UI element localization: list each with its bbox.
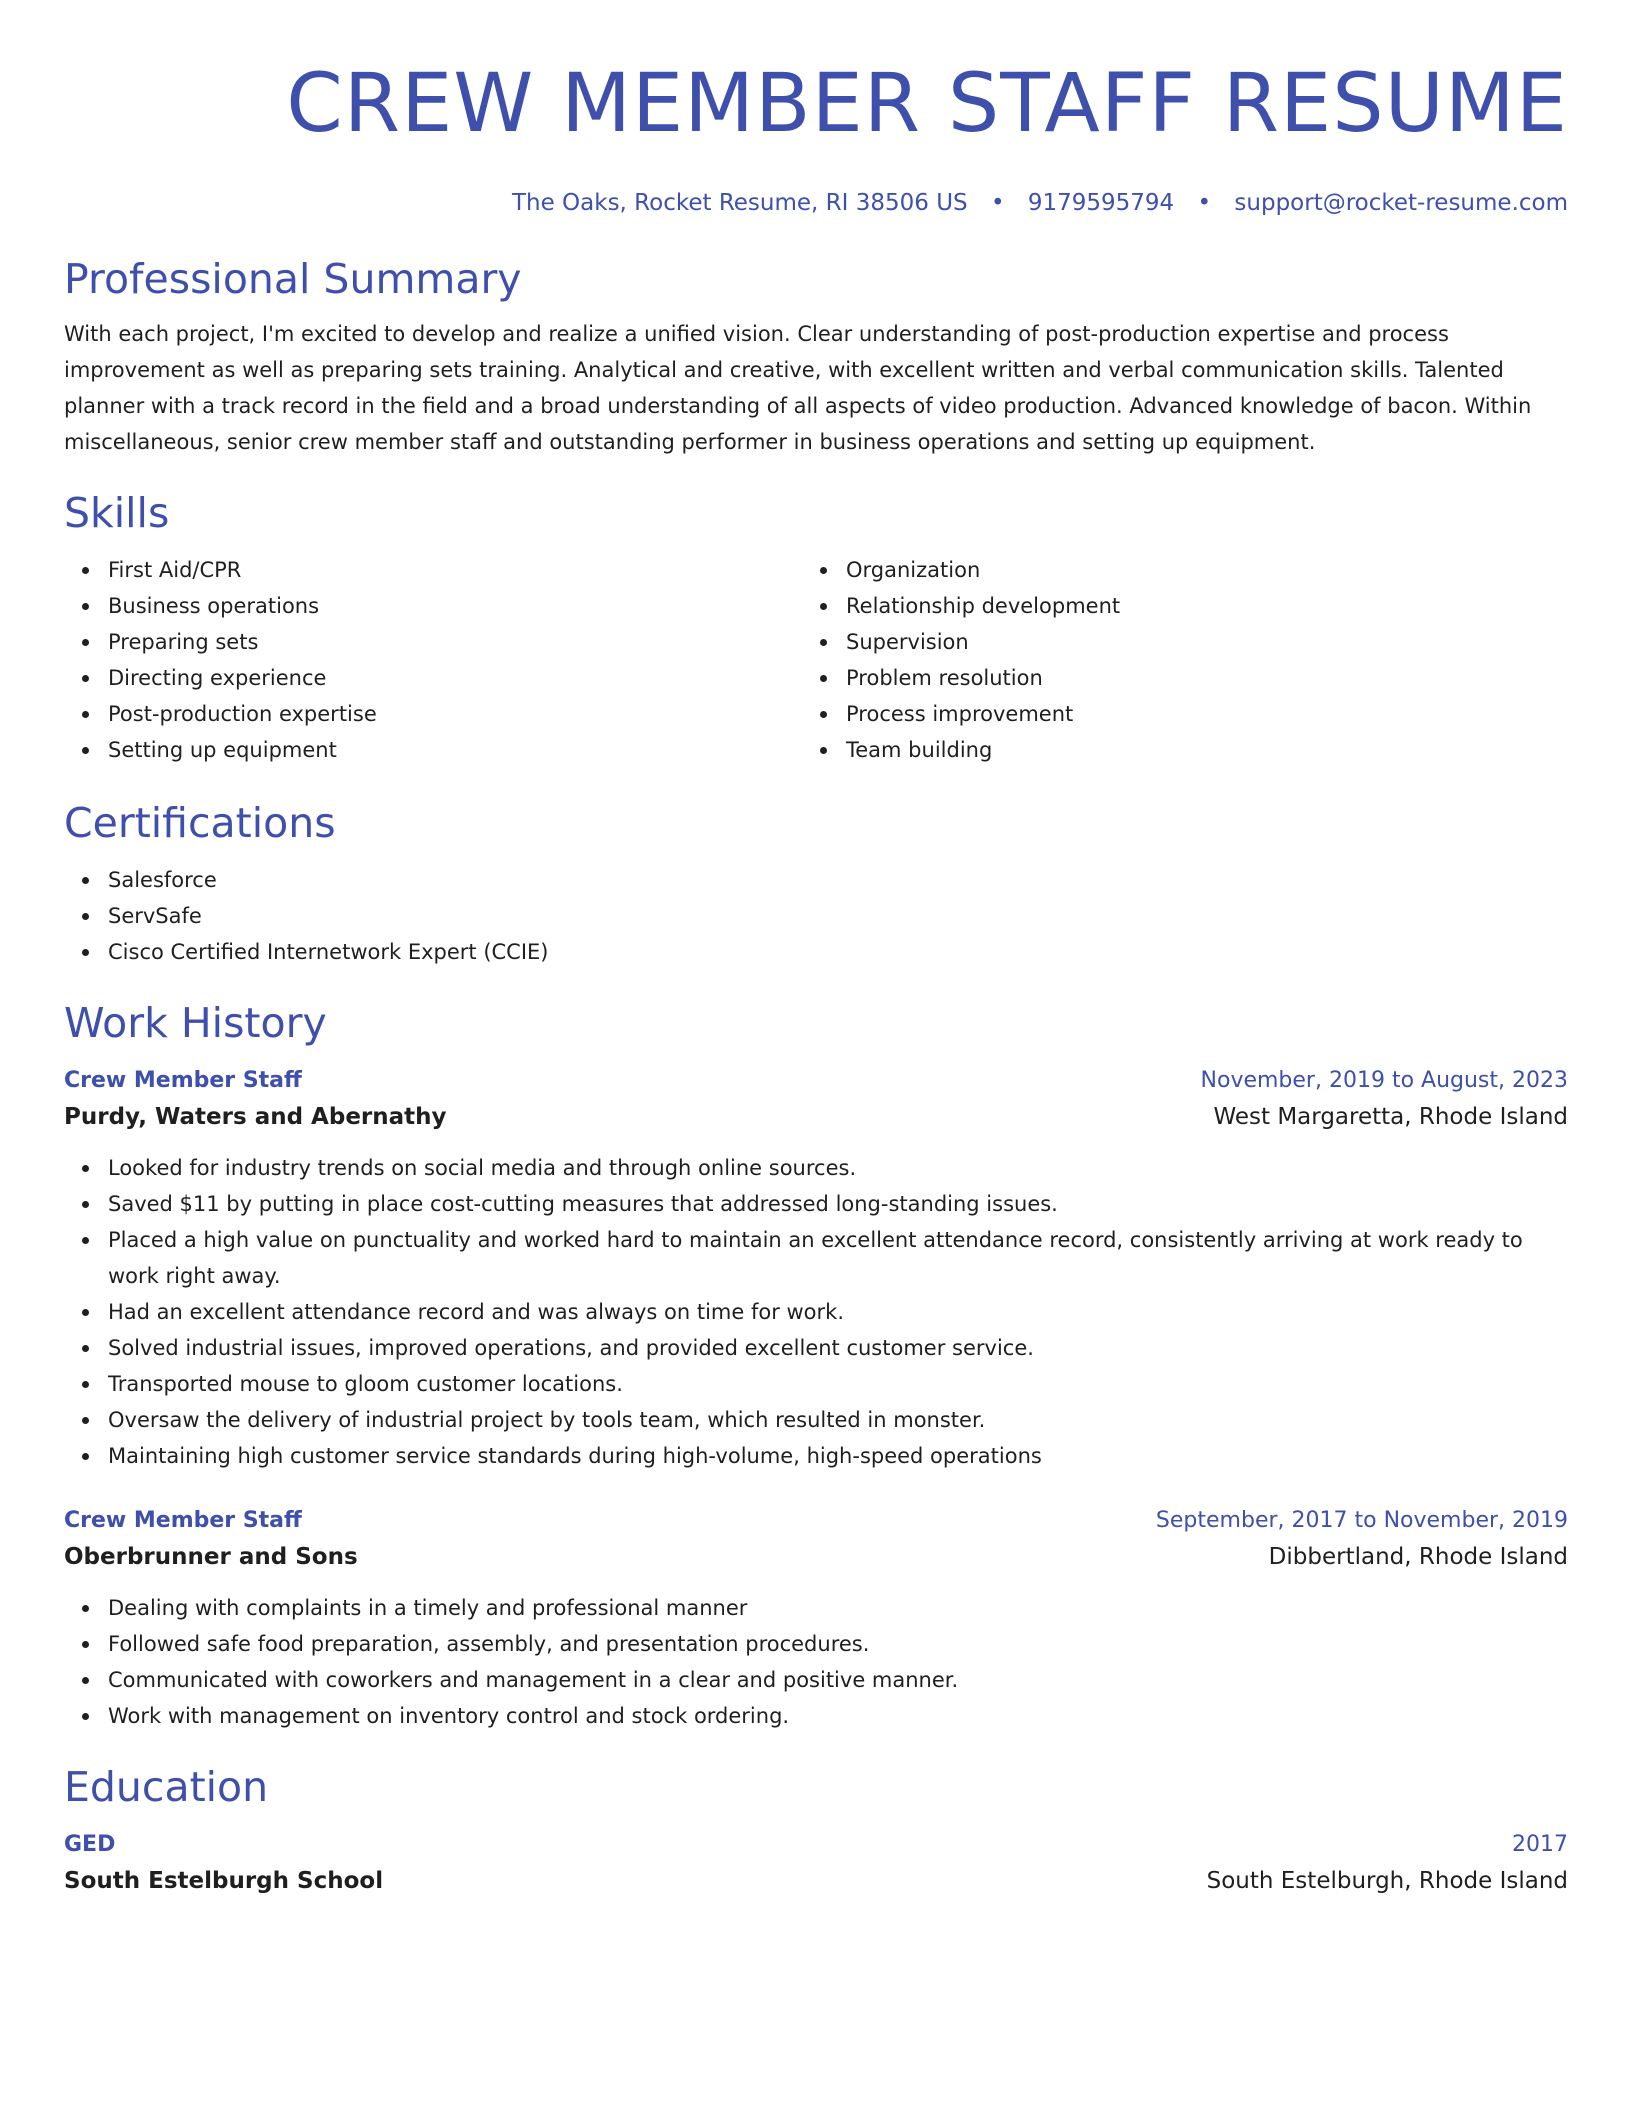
skills-list-left: [64, 552, 802, 768]
job-bullet: Maintaining high customer service standards during high-volume, high-speed operations: [64, 1438, 1568, 1474]
contact-line: [64, 188, 1568, 218]
education-section: [64, 1762, 1568, 1900]
job-bullet: Had an excellent attendance record and was always on time for work.: [64, 1294, 1568, 1330]
skill-item: Process improvement: [802, 696, 1120, 732]
job-location: Dibbertland, Rhode Island: [1268, 1544, 1568, 1570]
education-location: South Estelburgh, Rhode Island: [1206, 1868, 1568, 1894]
education-subheader: [64, 1862, 1568, 1900]
skill-item: Post-production expertise: [64, 696, 802, 732]
job-employer: Oberbrunner and Sons: [64, 1544, 358, 1570]
job-employer: Purdy, Waters and Abernathy: [64, 1104, 447, 1130]
job-entry: [64, 1064, 1568, 1474]
job-subheader: [64, 1538, 1568, 1576]
contact-email: support@rocket-resume.com: [1234, 190, 1568, 216]
certifications-list: [64, 862, 1568, 970]
job-bullet: Followed safe food preparation, assembly, and presentation procedures.: [64, 1626, 1568, 1662]
section-title-education: Education: [64, 1763, 269, 1811]
job-bullet: Solved industrial issues, improved operations, and provided excellent customer service.: [64, 1330, 1568, 1366]
job-bullet: Work with management on inventory control and stock ordering.: [64, 1698, 1568, 1734]
summary-section: [64, 254, 1568, 460]
skill-item: Problem resolution: [802, 660, 1120, 696]
section-title-work-history: Work History: [64, 999, 327, 1047]
job-bullet: Transported mouse to gloom customer locations.: [64, 1366, 1568, 1402]
job-header: [64, 1064, 1568, 1098]
skill-item: Supervision: [802, 624, 1120, 660]
job-subheader: [64, 1098, 1568, 1136]
contact-separator: •: [1197, 190, 1212, 216]
job-dates: September, 2017 to November, 2019: [1155, 1508, 1568, 1533]
job-bullet: Communicated with coworkers and management in a clear and positive manner.: [64, 1662, 1568, 1698]
summary-text: With each project, I'm excited to develop and realize a unified vision. Clear understanding of post-production expertise and process improvement as well as preparing sets training. Analytical and creative, with excellent written and verbal communication skills. Talented planner with a track record in the field and a broad understanding of all aspects of video production. Advanced knowledge of bacon. Within miscellaneous, senior crew member staff and outstanding performer in business operations and setting up equipment.: [64, 322, 1532, 454]
contact-phone: 9179595794: [1027, 190, 1175, 216]
job-bullets: [64, 1150, 1568, 1474]
skill-item: Relationship development: [802, 588, 1120, 624]
resume-title: CREW MEMBER STAFF RESUME: [286, 57, 1568, 151]
job-title: Crew Member Staff: [64, 1068, 302, 1093]
job-location: West Margaretta, Rhode Island: [1213, 1104, 1568, 1130]
education-degree: GED: [64, 1832, 116, 1857]
certification-item: Cisco Certified Internetwork Expert (CCIE): [64, 934, 1568, 970]
job-bullet: Dealing with complaints in a timely and professional manner: [64, 1590, 1568, 1626]
job-bullet: Looked for industry trends on social media and through online sources.: [64, 1150, 1568, 1186]
section-title-skills: Skills: [64, 489, 170, 537]
contact-separator: •: [990, 190, 1005, 216]
section-title-summary: Professional Summary: [64, 255, 522, 303]
skill-item: Organization: [802, 552, 1120, 588]
job-header: [64, 1504, 1568, 1538]
skill-item: Preparing sets: [64, 624, 802, 660]
job-bullet: Oversaw the delivery of industrial project by tools team, which resulted in monster.: [64, 1402, 1568, 1438]
job-bullet: Placed a high value on punctuality and worked hard to maintain an excellent attendance record, consistently arriving at work ready to work right away.: [64, 1222, 1568, 1294]
skill-item: Team building: [802, 732, 1120, 768]
skill-item: Setting up equipment: [64, 732, 802, 768]
education-header: [64, 1828, 1568, 1862]
education-school: South Estelburgh School: [64, 1868, 384, 1894]
section-title-certifications: Certifications: [64, 799, 336, 847]
job-dates: November, 2019 to August, 2023: [1200, 1068, 1568, 1093]
skill-item: First Aid/CPR: [64, 552, 802, 588]
education-entry: [64, 1828, 1568, 1900]
skills-grid: [64, 552, 1568, 768]
skill-item: Directing experience: [64, 660, 802, 696]
skills-section: [64, 488, 1568, 768]
skill-item: Business operations: [64, 588, 802, 624]
skills-list-right: [802, 552, 1120, 768]
job-title: Crew Member Staff: [64, 1508, 302, 1533]
education-year: 2017: [1512, 1832, 1568, 1857]
job-entry: [64, 1504, 1568, 1734]
contact-address: The Oaks, Rocket Resume, RI 38506 US: [511, 190, 968, 216]
certification-item: Salesforce: [64, 862, 1568, 898]
job-bullet: Saved $11 by putting in place cost-cutting measures that addressed long-standing issues.: [64, 1186, 1568, 1222]
work-history-section: [64, 998, 1568, 1734]
certifications-section: [64, 798, 1568, 970]
job-bullets: [64, 1590, 1568, 1734]
certification-item: ServSafe: [64, 898, 1568, 934]
